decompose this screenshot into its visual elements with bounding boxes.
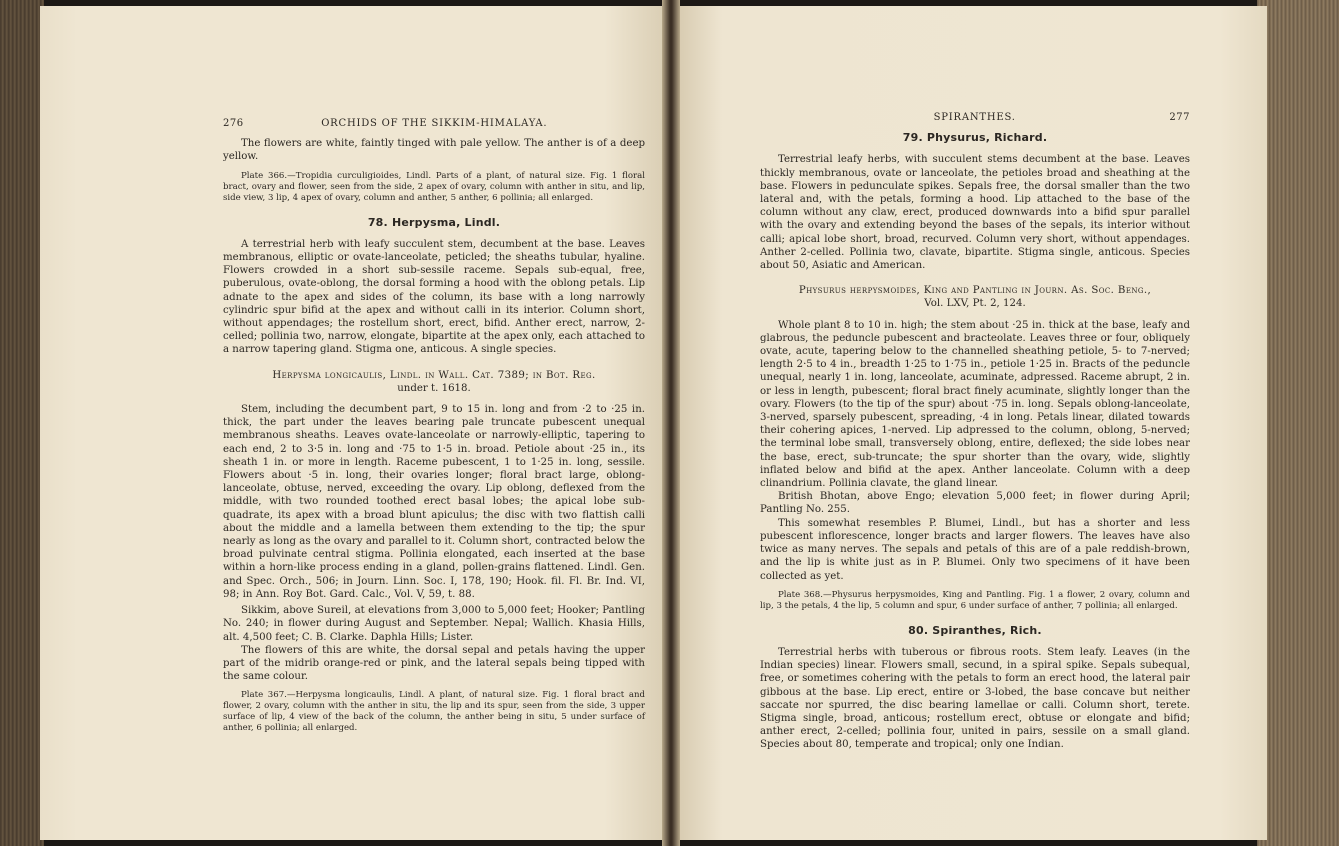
left-running-head (223, 117, 645, 130)
genus-description: Terrestrial leafy herbs, with succulent stems decumbent at the base. Leaves thickly membranous, ovate or lanceolate, the petioles broad and sheathing at the base. Flowers in pedunculate spikes. Sepals free, the dorsal smaller than the two lateral and, with the petals, forming a hood. Lip attached to the base of the column without any claw, erect, produced downwards into a bifid spur parallel with the ovary and extending beyond the bases of the sepals, its interior without calli; apical lobe short, broad, recurved. Column very short, without appendages. Anther 2-celled. Pollinia two, clavate, bipartite. Stigma single, anticous. Species about 50, Asiatic and American. (760, 154, 1190, 272)
book-gutter (662, 0, 680, 846)
species-heading (223, 369, 645, 395)
page-number: 277 (1169, 112, 1190, 123)
distribution: Sikkim, above Sureil, at elevations from 3,000 to 5,000 feet; Hooker; Pantling No. 240; in flower during August and September. Nepal; Wallich. Khasia Hills, alt. 4,500 feet; C. B. Clarke. Daphla Hills; Lister. (223, 605, 645, 643)
paragraph: The flowers are white, faintly tinged with pale yellow. The anther is of a deep yellow. (223, 138, 645, 163)
paragraph: This somewhat resembles P. Blumei, Lindl., but has a shorter and less pubescent inflorescence, longer bracts and larger flowers. The leaves have also twice as many nerves. The sepals and petals of this are of a pale reddish-brown, and the lip is white just as in P. Blumei. Only two specimens of it have been collected as yet. (760, 517, 1190, 582)
plate-caption: Plate 366.—Tropidia curculigioides, Lindl. Parts of a plant, of natural size. Fig. 1 floral bract, ovary and flower, seen from the side, 2 apex of ovary, column with anther in situ, and lip, side view, 3 lip, 4 apex of ovary, column and anther, 5 anther, 6 pollinia; all enlarged. (223, 170, 645, 203)
page-number: 276 (223, 118, 244, 129)
species-description: Stem, including the decumbent part, 9 to 15 in. long and from ·2 to ·25 in. thick, the part under the leaves bearing pale truncate pubescent unequal membranous sheaths. Leaves ovate-lanceolate or narrowly-elliptic, tapering to each end, 2 to 3·5 in. long and ·75 to 1·5 in. broad. Petiole about ·25 in., its sheath 1 in. or more in length. Raceme pubescent, 1 to 1·25 in. long, sessile. Flowers about ·5 in. long, their ovaries longer; floral bract large, oblong-lanceolate, obtuse, nerved, exceeding the ovary. Lip oblong, deflexed from the middle, with two rounded toothed erect basal lobes; the apical lobe sub-quadrate, its apex with a broad blunt apiculus; the disc with two flattish calli about the middle and a lamella between them extending to the tip; the spur nearly as long as the ovary and parallel to it. Column short, contracted below the broad pulvinate central stigma. Pollinia elongated, each inserted at the base within a horn-like process ending in a gland, pollen-grains flattened. Lindl. Gen. and Spec. Orch., 506; in Journ. Linn. Soc. I, 178, 190; Hook. fil. Fl. Br. Ind. VI, 98; in Ann. Roy Bot. Gard. Calc., Vol. V, 59, t. 88. (223, 404, 645, 600)
genus-heading: 79. Physurus, Richard. (902, 131, 1048, 145)
species-heading (760, 284, 1190, 310)
species-name: Physurus herpysmoides, King and Pantling in Journ. As. Soc. Beng., (798, 285, 1152, 297)
book-edge-left (0, 0, 44, 846)
genus-description: A terrestrial herb with leafy succulent stem, decumbent at the base. Leaves membranous, elliptic or ovate-lanceolate, peticled; the sheaths tubular, hyaline. Flowers crowded in a short sub-sessile raceme. Sepals sub-equal, free, puberulous, ovate-oblong, the dorsal forming a hood with the oblong petals. Lip adnate to the apex and sides of the column, its base with a long narrowly cylindric spur bifid at the apex and without calli in its interior. Column short, without appendages; the rostellum short, erect, bifid. Anther erect, narrow, 2-celled; pollinia two, narrow, elongate, bipartite at the apex only, each attached to a narrow tapering gland. Stigma one, anticous. A single species. (223, 238, 645, 356)
running-head-title: SPIRANTHES. (933, 112, 1016, 123)
left-page-text (223, 117, 645, 734)
species-description: Whole plant 8 to 10 in. high; the stem about ·25 in. thick at the base, leafy and glabrous, the peduncle pubescent and bracteolate. Leaves three or four, obliquely ovate, acute, tapering below to the channelled sheathing petiole, 5- to 7-nerved; length 2·5 to 4 in., breadth 1·25 to 1·75 in., petiole 1·25 in. Bracts of the peduncle unequal, nearly 1 in. long, lanceolate, acuminate, adpressed. Raceme abrupt, 2 in. or less in length, pubescent; floral bract finely acuminate, slightly longer than the ovary. Flowers (to the tip of the spur) about ·75 in. long. Sepals oblong-lanceolate, 3-nerved, sparsely pubescent, spreading, ·4 in long. Petals linear, dilated towards their cohering apices, 1-nerved. Lip adpressed to the column, oblong, 5-nerved; the terminal lobe small, transversely oblong, entire, deflexed; the side lobes near the base, erect, sub-truncate; the spur shorter than the ovary, wide, slightly inflated below and bifid at the apex. Anther lanceolate. Column with a deep clinandrium. Pollinia clavate, the gland linear. (760, 319, 1190, 490)
book-edge-right (1257, 0, 1339, 846)
species-name: Herpysma longicaulis, Lindl. in Wall. Cat. 7389; in Bot. Reg. (272, 369, 596, 381)
running-head-title: ORCHIDS OF THE SIKKIM-HIMALAYA. (321, 118, 548, 129)
right-page-text (760, 111, 1190, 752)
paragraph: The flowers of this are white, the dorsal sepal and petals having the upper part of the midrib orange-red or pink, and the lateral sepals being tipped with the same colour. (223, 644, 645, 683)
genus-heading: 80. Spiranthes, Rich. (908, 623, 1042, 637)
plate-caption: Plate 367.—Herpysma longicaulis, Lindl. A plant, of natural size. Fig. 1 floral bract and flower, 2 ovary, column with the anther in situ, the lip and its spur, seen from the side, 3 upper surface of lip, 4 view of the back of the column, the anther being in situ, 5 under surface of anther, 6 pollinia; all enlarged. (223, 690, 645, 734)
species-reference: Vol. LXV, Pt. 2, 124. (924, 298, 1026, 310)
right-page (675, 6, 1267, 840)
plate-caption: Plate 368.—Physurus herpysmoides, King and Pantling. Fig. 1 a flower, 2 ovary, column and lip, 3 the petals, 4 the lip, 5 column and spur, 6 under surface of anther, 7 pollinia; all enlarged. (760, 589, 1190, 611)
left-page (40, 6, 667, 840)
distribution: British Bhotan, above Engo; elevation 5,000 feet; in flower during April; Pantling No. 255. (760, 491, 1190, 516)
species-reference: under t. 1618. (397, 382, 471, 394)
right-running-head (760, 111, 1190, 124)
genus-heading: 78. Herpysma, Lindl. (367, 215, 501, 229)
genus-description: Terrestrial herbs with tuberous or fibrous roots. Stem leafy. Leaves (in the Indian species) linear. Flowers small, secund, in a spiral spike. Sepals subequal, free, or sometimes cohering with the petals to form an erect hood, the lateral pair gibbous at the base. Lip erect, entire or 3-lobed, the base concave but neither saccate nor spurred, the disc bearing lamellae or calli. Column short, terete. Stigma single, broad, anticous; rostellum erect, obtuse or elongate and bifid; anther erect, 2-celled; pollinia four, united in pairs, sessile on a small gland. Species about 80, temperate and tropical; only one Indian. (760, 646, 1190, 751)
